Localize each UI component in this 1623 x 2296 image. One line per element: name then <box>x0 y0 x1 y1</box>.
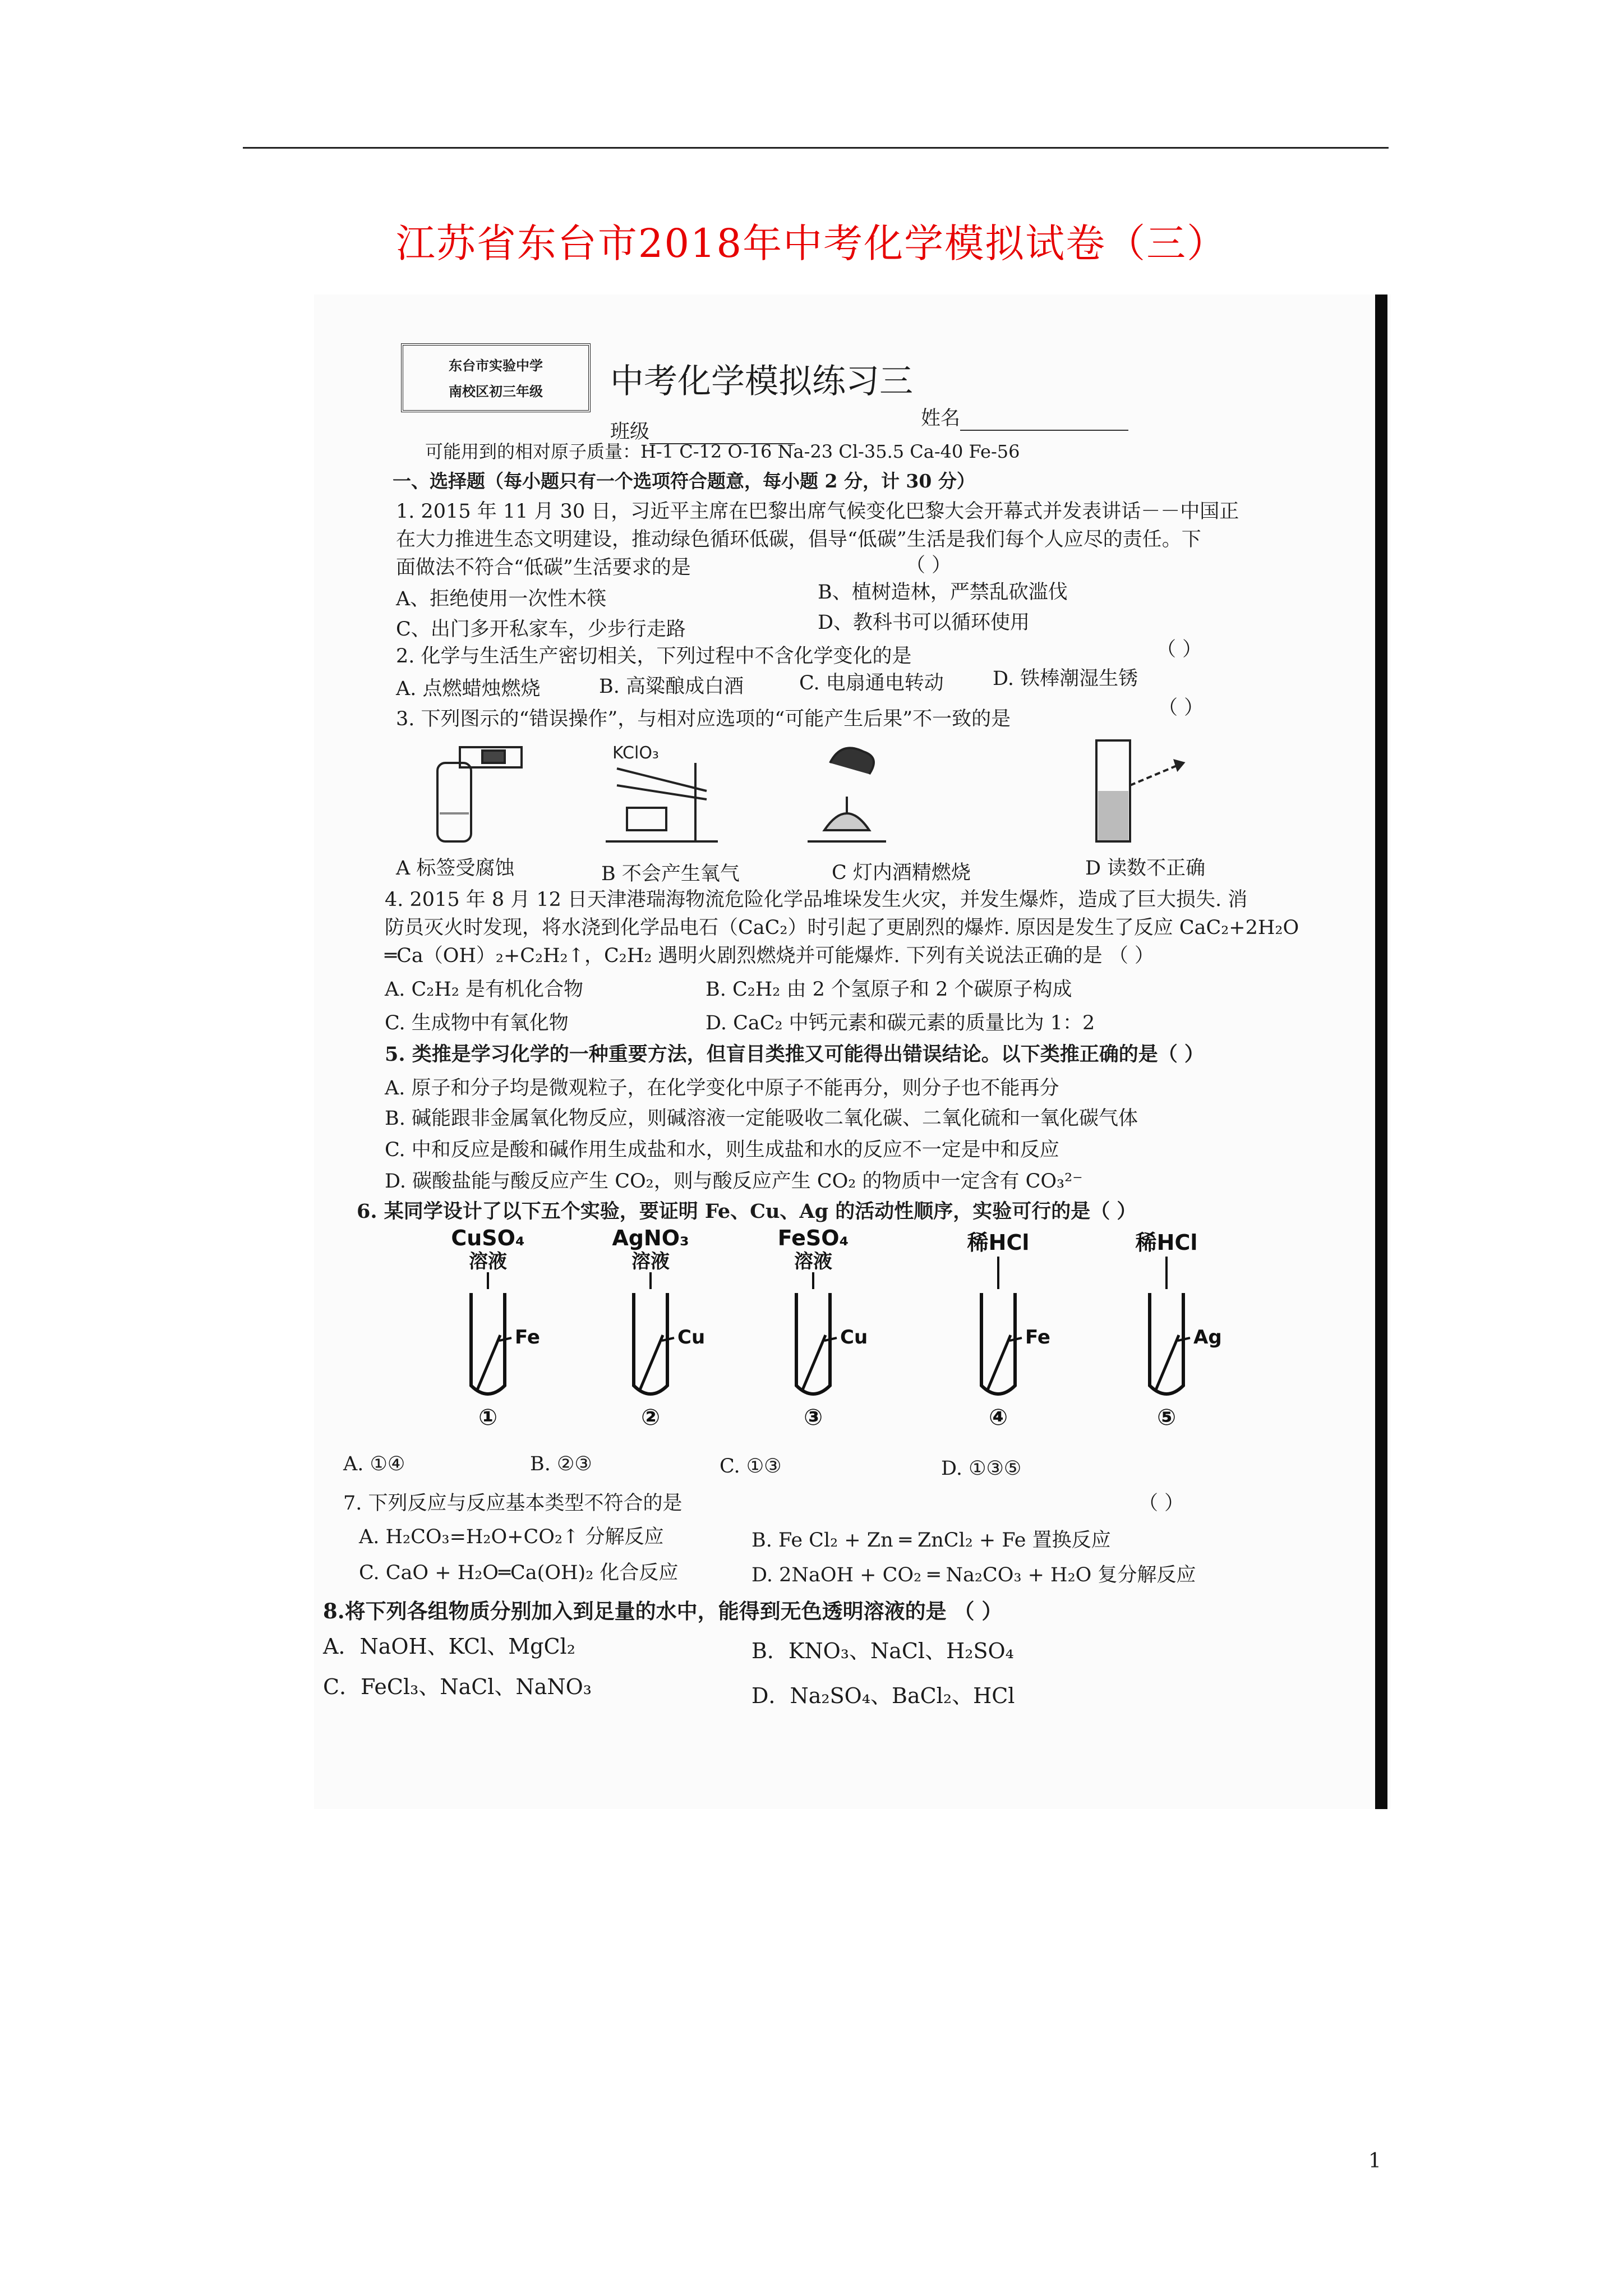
q8-option-c: C．FeCl₃、NaCl、NaNO₃ <box>323 1674 592 1699</box>
q6-tube-1-reagent: CuSO₄ <box>451 1226 525 1250</box>
q6-tube-3 <box>778 1226 868 1430</box>
q6-stem: 6. 某同学设计了以下五个实验，要证明 Fe、Cu、Ag 的活动性顺序，实验可行的是（ ） <box>357 1200 1137 1223</box>
q3-figures <box>393 729 1267 847</box>
q2-stem: 2. 化学与生活生产密切相关，下列过程中不含化学变化的是 <box>396 645 912 668</box>
q6-tube-2 <box>612 1226 705 1430</box>
q6-option-a: A. ①④ <box>343 1453 405 1475</box>
q6-tube-5-reagent: 稀HCl <box>1135 1230 1198 1255</box>
q2-option-c: C. 电扇通电转动 <box>799 672 944 694</box>
q4-option-b: B. C₂H₂ 由 2 个氢原子和 2 个碳原子构成 <box>706 978 1072 1001</box>
q3-figure-a <box>437 747 522 841</box>
q3-option-a: A 标签受腐蚀 <box>396 857 515 880</box>
q6-tube-2-number: ② <box>641 1405 660 1430</box>
q6-test-tubes <box>415 1223 1290 1458</box>
q6-option-b: B. ②③ <box>530 1453 592 1475</box>
q6-tube-2-metal: Cu <box>677 1326 706 1349</box>
q6-tube-5 <box>1135 1230 1222 1430</box>
q1-option-a: A、拒绝使用一次性木筷 <box>396 588 607 610</box>
q6-tube-1 <box>451 1226 540 1430</box>
q1-option-d: D、教科书可以循环使用 <box>818 611 1030 634</box>
name-field <box>921 403 1128 431</box>
q7-option-a: A. H₂CO₃=H₂O+CO₂↑ 分解反应 <box>359 1526 664 1548</box>
name-blank <box>960 413 1128 431</box>
q6-tube-3-metal: Cu <box>840 1326 868 1349</box>
q4-option-a: A. C₂H₂ 是有机化合物 <box>385 978 584 1001</box>
section-heading: 一、选择题（每小题只有一个选项符合题意，每小题 2 分，计 30 分） <box>393 470 975 492</box>
q6-tube-3-reagent: FeSO₄ <box>777 1226 849 1250</box>
q1-answer-paren: （ ） <box>906 554 952 577</box>
q3-option-b: B 不会产生氧气 <box>601 863 740 885</box>
q7-stem: 7. 下列反应与反应基本类型不符合的是 <box>343 1492 683 1515</box>
exam-title: 中考化学模拟练习三 <box>610 362 913 401</box>
q8-option-a: A．NaOH、KCl、MgCl₂ <box>323 1634 575 1659</box>
class-label: 班级 <box>610 421 650 443</box>
q5-option-b: B. 碱能跟非金属氧化物反应，则碱溶液一定能吸收二氧化碳、二氧化硫和一氧化碳气体 <box>385 1107 1138 1130</box>
q7-answer-paren: （ ） <box>1138 1492 1184 1515</box>
document-title: 江苏省东台市2018年中考化学模拟试卷（三） <box>395 220 1228 266</box>
q1-line-3: 面做法不符合“低碳”生活要求的是 <box>396 556 691 579</box>
q6-tube-3-number: ③ <box>804 1405 823 1430</box>
q3-figure-d <box>1096 740 1183 841</box>
q6-tube-5-number: ⑤ <box>1157 1405 1176 1430</box>
q8-stem: 8.将下列各组物质分别加入到足量的水中，能得到无色透明溶液的是 （ ） <box>323 1599 1003 1623</box>
q3-answer-paren: （ ） <box>1158 697 1204 719</box>
q5-option-c: C. 中和反应是酸和碱作用生成盐和水，则生成盐和水的反应不一定是中和反应 <box>385 1139 1059 1161</box>
q4-line-2: 防员灭火时发现，将水浇到化学品电石（CaC₂）时引起了更剧烈的爆炸. 原因是发生了反应 CaC₂+2H₂O <box>385 917 1299 939</box>
school-stamp <box>401 343 591 412</box>
q1-line-1: 1. 2015 年 11 月 30 日，习近平主席在巴黎出席气候变化巴黎大会开幕式并发表讲话－－中国正 <box>396 500 1239 523</box>
q6-option-d: D. ①③⑤ <box>941 1457 1022 1480</box>
q6-tube-2-reagent: AgNO₃ <box>612 1226 689 1250</box>
q6-tube-4-metal: Fe <box>1025 1326 1050 1349</box>
q6-tube-4-reagent: 稀HCl <box>967 1230 1030 1255</box>
q4-option-d: D. CaC₂ 中钙元素和碳元素的质量比为 1：2 <box>706 1012 1095 1034</box>
q6-tube-4 <box>967 1230 1050 1430</box>
q1-option-c: C、出门多开私家车，少步行走路 <box>396 618 686 641</box>
q6-tube-3-solution: 溶液 <box>794 1250 832 1273</box>
q4-option-c: C. 生成物中有氧化物 <box>385 1012 569 1034</box>
q3-figure-c <box>808 748 886 841</box>
q3-figure-b-label: KClO₃ <box>612 743 659 763</box>
q4-line-1: 4. 2015 年 8 月 12 日天津港瑞海物流危险化学品堆垛发生火灾，并发生爆炸，造成了巨大损失. 消 <box>385 889 1248 911</box>
q3-option-d: D 读数不正确 <box>1085 857 1206 880</box>
q7-option-d: D. 2NaOH + CO₂ ═ Na₂CO₃ + H₂O 复分解反应 <box>751 1564 1196 1586</box>
q6-tube-5-metal: Ag <box>1193 1326 1222 1349</box>
atomic-masses: 可能用到的相对原子质量：H-1 C-12 O-16 Na-23 Cl-35.5 Ca-40 Fe-56 <box>425 441 1020 462</box>
q8-option-d: D．Na₂SO₄、BaCl₂、HCl <box>751 1683 1015 1708</box>
q5-option-d: D. 碳酸盐能与酸反应产生 CO₂，则与酸反应产生 CO₂ 的物质中一定含有 CO₃²⁻ <box>385 1170 1083 1193</box>
school-line-1: 东台市实验中学 <box>449 357 543 374</box>
q5-option-a: A. 原子和分子均是微观粒子，在化学变化中原子不能再分，则分子也不能再分 <box>385 1077 1059 1099</box>
scan-edge-bar <box>1375 295 1387 1809</box>
q3-figure-b <box>606 763 718 841</box>
q2-option-b: B. 高粱酿成白酒 <box>599 675 744 698</box>
q2-option-d: D. 铁棒潮湿生锈 <box>993 668 1138 690</box>
q3-stem: 3. 下列图示的“错误操作”，与相对应选项的“可能产生后果”不一致的是 <box>396 708 1011 730</box>
name-label: 姓名 <box>921 407 961 430</box>
q4-line-3: ═Ca（OH）₂+C₂H₂↑，C₂H₂ 遇明火剧烈燃烧并可能爆炸. 下列有关说法正确的是 （ ） <box>385 945 1154 967</box>
q2-option-a: A. 点燃蜡烛燃烧 <box>396 678 541 700</box>
q7-option-c: C. CaO + H₂O═Ca(OH)₂ 化合反应 <box>359 1562 679 1584</box>
q5-stem: 5. 类推是学习化学的一种重要方法，但盲目类推又可能得出错误结论。以下类推正确的是（ ） <box>385 1043 1204 1066</box>
q6-tube-4-number: ④ <box>989 1405 1008 1430</box>
q6-tube-2-solution: 溶液 <box>631 1250 670 1273</box>
q8-option-b: B．KNO₃、NaCl、H₂SO₄ <box>751 1639 1014 1663</box>
q6-option-c: C. ①③ <box>720 1455 782 1478</box>
q6-tube-1-solution: 溶液 <box>469 1250 507 1273</box>
q6-tube-1-number: ① <box>478 1405 497 1430</box>
q6-tube-1-metal: Fe <box>515 1326 540 1349</box>
q3-option-c: C 灯内酒精燃烧 <box>832 862 971 884</box>
q2-answer-paren: （ ） <box>1156 638 1202 661</box>
header-rule <box>243 147 1389 149</box>
school-line-2: 南校区初三年级 <box>449 383 543 399</box>
q7-option-b: B. Fe Cl₂ + Zn ═ ZnCl₂ + Fe 置换反应 <box>751 1529 1111 1552</box>
q1-option-b: B、植树造林，严禁乱砍滥伐 <box>818 581 1068 604</box>
page-number: 1 <box>1368 2150 1381 2173</box>
q1-line-2: 在大力推进生态文明建设，推动绿色循环低碳，倡导“低碳”生活是我们每个人应尽的责任。下 <box>396 528 1201 551</box>
